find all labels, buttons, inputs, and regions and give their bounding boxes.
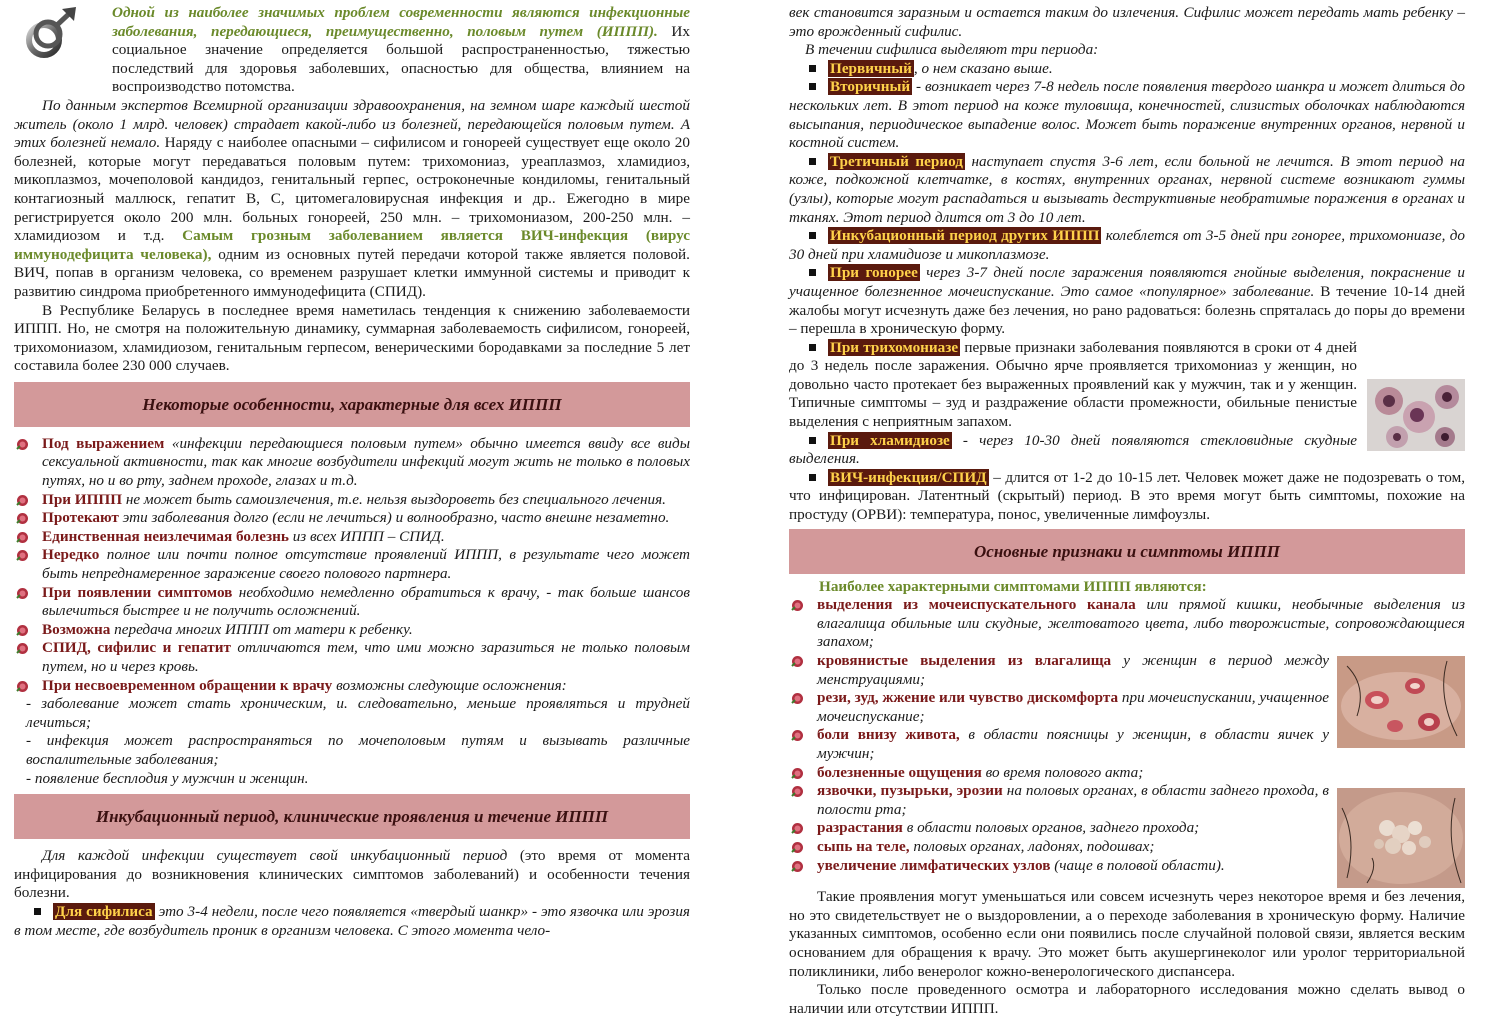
symptoms-list	[789, 596, 1465, 875]
list-item: увеличение лимфатических узлов (чаще в половой области).	[789, 857, 1465, 876]
complication-item: - появление бесплодия у мужчин и женщин.	[26, 769, 309, 787]
list-item: рези, зуд, жжение или чувство дискомфорта при мочеиспускании, учащенное мочеиспускание;	[789, 689, 1465, 726]
rose-bullet-icon	[16, 512, 29, 525]
rose-bullet-icon	[16, 642, 29, 655]
rose-bullet-icon	[791, 729, 804, 742]
list-item: болезненные ощущения во время полового акта;	[789, 764, 1465, 783]
rose-bullet-icon	[16, 494, 29, 507]
rose-bullet-icon	[16, 531, 29, 544]
rose-bullet-icon	[16, 587, 29, 600]
list-item: При появлении симптомов необходимо немедленно обратиться к врачу, - так больше шансов вылечиться быстрее и не получить осложнений.	[14, 584, 690, 621]
rose-bullet-icon	[791, 785, 804, 798]
list-item: Третичный период наступает спустя 3-6 лет, если больной не лечится. В этот период на коже, подкожной клетчатке, в костях, внутренних органах, нервной системе возникают гуммы (узлы), которые могут распадаться и вызывать деструктивные необратимые поражения в органах и тканях. Этот период длится от 3 до 10 лет.	[789, 152, 1465, 226]
intro-paragraph	[112, 4, 690, 97]
list-item: язвочки, пузырьки, эрозии на половых органах, в области заднего прохода, в полости рта;	[789, 782, 1465, 819]
complication-item: - заболевание может стать хроническим, и. следовательно, меньше проявляться и трудней лечиться;	[26, 695, 690, 731]
list-item: При несвоевременном обращении к врачу возможны следующие осложнения:	[14, 677, 690, 696]
list-item: СПИД, сифилис и гепатит отличаются тем, что ими можно заразиться не только половым путем, но и через кровь.	[14, 639, 690, 676]
list-item: Первичный , о нем сказано выше.	[789, 60, 1465, 79]
list-item: кровянистые выделения из влагалища у женщин в период между менструациями;	[789, 652, 1465, 689]
list-item: При гонорее через 3-7 дней после заражения появляются гнойные выделения, покраснение и учащенное болезненное мочеиспускание. Это самое «популярное» заболевание. В течение 10-14 дней жалобы могут исчезнуть даже без лечения, но рано радоваться: болезнь спряталась до поры до времени – перешла в хроническую форму.	[789, 264, 1465, 338]
section-banner-features: Некоторые особенности, характерные для всех ИППП	[14, 382, 690, 427]
symptoms-lead: Наиболее характерными симптомами ИППП являются:	[819, 577, 1207, 595]
incubation-paragraph: Для каждой инфекции существует свой инкубационный период (это время от момента инфицирования до возникновения клинических симптомов заболеваний) и особенности течения болезни.	[14, 847, 690, 902]
periods-intro: В течении сифилиса выделяют три периода:	[805, 41, 1099, 59]
list-item: боли внизу живота, в области поясницы у женщин, в области яичек у мужчин;	[789, 726, 1465, 763]
rose-bullet-icon	[791, 767, 804, 780]
square-bullet-icon	[34, 908, 41, 915]
who-end: одним из основных путей передачи которой также является половой. ВИЧ, попав в организм человека, со временем разрушает клетки иммунной системы и приводит к развитию синдрома приобретенного иммунодефицита (СПИД).	[14, 245, 690, 300]
rose-bullet-icon	[791, 692, 804, 705]
list-item: Инкубационный период других ИППП колеблется от 3-5 дней при гонорее, трихомониазе, до 30 дней при хламидиозе и микоплазмозе.	[789, 227, 1465, 263]
square-bullet-icon	[809, 232, 816, 239]
square-bullet-icon	[809, 474, 816, 481]
list-item: Под выражением «инфекции передающиеся половым путем» обычно имеется ввиду все виды сексуальной активности, так как многие возбудители инфекций могут жить не только в половых путях, но и во рту, заднем проходе, глазах и т.д.	[14, 435, 690, 491]
list-item: Возможна передача многих ИППП от матери к ребенку.	[14, 621, 690, 640]
list-item: сыпь на теле, половых органах, ладонях, подошвах;	[789, 838, 1465, 857]
list-item: При хламидиозе - через 10-30 дней появляются стекловидные скудные выделения.	[789, 431, 1357, 468]
list-item: Для сифилиса это 3-4 недели, после чего появляется «твердый шанкр» - это язвочка или эрозия в том месте, где возбудитель проник в организм человека. С этого момента чело-	[14, 902, 690, 939]
rose-bullet-icon	[16, 624, 29, 637]
closing-paragraph: Такие проявления могут уменьшаться или совсем исчезнуть через некоторое время и без лечения, но это свидетельствует не о выздоровлении, а о переходе заболевания в хроническую форму. Наличие указанных симптомов, особенно если они появились после случайной половой связи, является веским основанием для обращения к врачу. Это может быть акушергинеколог или уролог территориальной поликлиники, либо венеролог кожно-венерологического диспансера.	[789, 888, 1465, 980]
square-bullet-icon	[809, 269, 816, 276]
left-column	[14, 4, 690, 940]
list-item: Протекают эти заболевания долго (если не лечиться) и волнообразно, часто внешне незаметно.	[14, 509, 690, 528]
closing-paragraph-final: Только после проведенного осмотра и лабораторного исследования можно сделать вывод о наличии или отсутствии ИППП.	[789, 981, 1465, 1017]
rose-bullet-icon	[791, 841, 804, 854]
square-bullet-icon	[809, 344, 816, 351]
list-item: При трихомониазе первые признаки заболевания появляются в сроки от 4 дней до 3 недель после заражения. Обычно ярче проявляется трихомониаз у женщин, но довольно часто протекает без выраженных проявлений как у мужчин, так и у женщин. Типичные симптомы – зуд и раздражение области промежности, обильные пенистые выделения с неприятным запахом.	[789, 339, 1465, 432]
features-list	[14, 435, 690, 695]
syphilis-continuation: век становится заразным и остается таким до излечения. Сифилис может передать мать ребенку – это врожденный сифилис.	[789, 4, 1465, 40]
periods-list	[789, 60, 1465, 525]
square-bullet-icon	[809, 83, 816, 90]
belarus-paragraph: В Республике Беларусь в последнее время наметилась тенденция к снижению заболеваемости ИППП. Но, не смотря на положительную динамику, суммарная заболеваемость сифилисом, гонореей, трихомониазом, хламидиозом, генитальным герпесом, венерическими бородавками за последние 5 лет составила более 230 000 случаев.	[14, 301, 690, 375]
who-text: Наряду с наиболее опасными – сифилисом и гонореей существует еще около 20 болезней, которые могут передаваться половым путем: трихомониаз, уреаплазмоз, хламидиоз, микоплазмоз, мочеполовой кандидоз, генитальный герпес, остроконечные кондиломы, генитальный контагиозный маллюск, гепатит В, С, цитомегаловирусная инфекция и др.. Ежегодно в мире регистрируется около 200 млн. больных гонореей, 250 млн. – трихомониазом, 200-250 млн. – хламидиозом и т.д.	[14, 134, 690, 245]
square-bullet-icon	[809, 437, 816, 444]
intro-lead: Одной из наиболее значимых проблем современности являются инфекционные заболевания, передающиеся, преимущественно, половым путем (ИППП).	[112, 4, 690, 40]
square-bullet-icon	[809, 65, 816, 72]
hiv-highlight: Самым грозным заболеванием является ВИЧ-инфекция (вирус иммунодефицита человека),	[14, 227, 690, 263]
list-item: Нередко полное или почти полное отсутствие проявлений ИППП, в результате чего может быть непреднамеренное заражение своего полового партнера.	[14, 546, 690, 583]
square-bullet-icon	[809, 158, 816, 165]
section-banner-incubation: Инкубационный период, клинические проявления и течение ИППП	[14, 794, 690, 839]
list-item: разрастания в области половых органов, заднего прохода;	[789, 819, 1465, 838]
rose-bullet-icon	[16, 549, 29, 562]
rose-bullet-icon	[16, 680, 29, 693]
intro-rest: Их социальное значение определяется большой распространенностью, тяжестью последствий для здоровья заболевших, опасностью для общества, влиянием на воспроизводство потомства.	[112, 22, 690, 96]
rose-bullet-icon	[791, 860, 804, 873]
complication-item: - инфекция может распространяться по мочеполовым путям и вызывать различные воспалительные заболевания;	[26, 732, 690, 768]
list-item: Вторичный - возникает через 7-8 недель после появления твердого шанкра и может длиться до нескольких лет. В этот период на коже туловища, конечностей, слизистых оболочках наблюдаются высыпания, периодическое выпадение волос. Может быть поражение внутренних органов, нервной и костной систем.	[789, 78, 1465, 152]
list-item: При ИППП не может быть самоизлечения, т.е. нельзя выздороветь без специального лечения.	[14, 491, 690, 510]
who-paragraph	[14, 97, 690, 302]
gender-symbols-icon	[14, 6, 82, 84]
rose-bullet-icon	[791, 822, 804, 835]
right-column	[789, 4, 1465, 1017]
list-item: Единственная неизлечимая болезнь из всех ИППП – СПИД.	[14, 528, 690, 547]
list-item: ВИЧ-инфекция/СПИД – длится от 1-2 до 10-15 лет. Человек может даже не подозревать о том, что инфицирован. Латентный (скрытый) период. В это время могут быть симптомы, похожие на простуду (ОРВИ): температура, понос, увеличенные лимфоузлы.	[789, 468, 1465, 524]
rose-bullet-icon	[791, 599, 804, 612]
intro-block	[14, 4, 690, 97]
who-italic: По данным экспертов Всемирной организации здравоохранения, на земном шаре каждый шестой житель (около 1 млрд. человек) страдает какой-либо из болезней, передающейся половым путем. А этих болезней немало.	[14, 96, 690, 152]
rose-bullet-icon	[16, 438, 29, 451]
list-item: выделения из мочеиспускательного канала или прямой кишки, необычные выделения из влагалища обильные или скудные, желтоватого цвета, либо творожистые, сопровождающиеся запахом;	[789, 596, 1465, 652]
section-banner-symptoms: Основные признаки и симптомы ИППП	[789, 529, 1465, 574]
rose-bullet-icon	[791, 655, 804, 668]
syphilis-list	[14, 903, 690, 940]
